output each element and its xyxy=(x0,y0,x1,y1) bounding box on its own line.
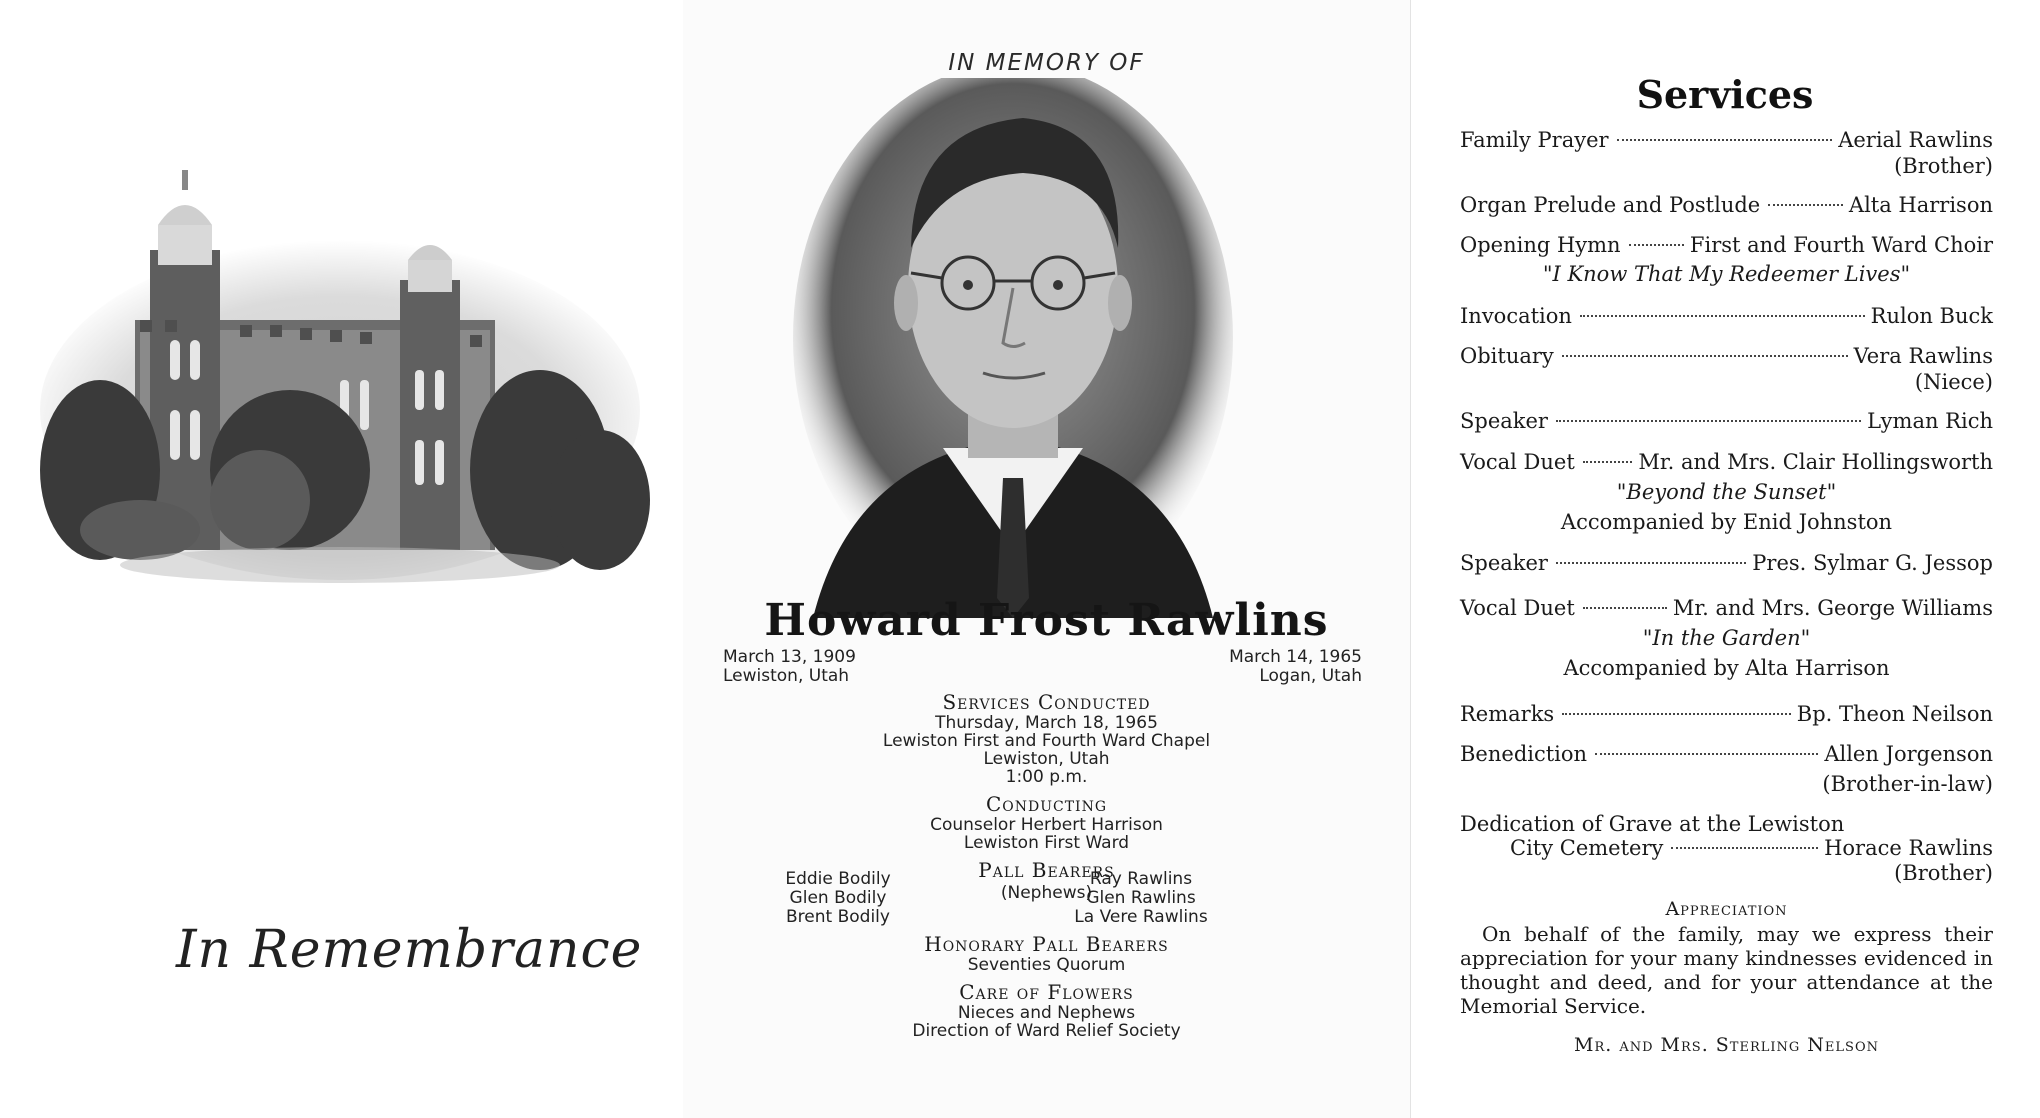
service-label: Speaker xyxy=(1460,551,1548,575)
service-item xyxy=(1460,233,1993,257)
service-name: Pres. Sylmar G. Jessop xyxy=(1752,551,1993,575)
service-accompanied: Accompanied by Enid Johnston xyxy=(1560,510,1893,534)
pall-bearer: Eddie Bodily xyxy=(785,869,891,889)
service-label: Organ Prelude and Postlude xyxy=(1460,193,1761,217)
pall-bearer: Glen Bodily xyxy=(789,888,887,908)
death-info xyxy=(1229,648,1362,686)
service-name: Mr. and Mrs. Clair Hollingsworth xyxy=(1638,450,1993,474)
service-label: Benediction xyxy=(1460,742,1588,766)
in-memory-of-heading: IN MEMORY OF xyxy=(948,50,1145,76)
birth-date: March 13, 1909 xyxy=(723,647,856,667)
service-label: Remarks xyxy=(1460,702,1555,726)
in-remembrance-script: In Remembrance xyxy=(176,920,643,980)
service-label: Speaker xyxy=(1460,409,1548,433)
pall-bearers-heading: Pall Bearers xyxy=(978,858,1115,882)
appreciation-body: On behalf of the family, may we express their appreciation for your many kindnesses evidenced in thought and deed, and for your attendance at the Memorial Service. xyxy=(1460,922,1993,1018)
service-name: Rulon Buck xyxy=(1870,304,1993,328)
service-accompanied: Accompanied by Alta Harrison xyxy=(1563,656,1890,680)
service-item xyxy=(1460,450,1993,474)
pall-bearers-right xyxy=(1061,870,1221,927)
services-conducted-line: Lewiston First and Fourth Ward Chapel xyxy=(882,731,1211,751)
death-date: March 14, 1965 xyxy=(1229,647,1362,667)
services-conducted-line: Lewiston, Utah xyxy=(983,749,1110,769)
service-name: Horace Rawlins xyxy=(1824,836,1993,860)
flowers-line: Nieces and Nephews xyxy=(957,1003,1136,1023)
memorial-panel xyxy=(683,0,1410,1118)
service-item xyxy=(1510,836,1993,860)
service-label: City Cemetery xyxy=(1510,836,1664,860)
service-song: "In the Garden" xyxy=(1642,626,1811,650)
service-label: Vocal Duet xyxy=(1460,596,1575,620)
service-note: (Brother-in-law) xyxy=(1822,772,1993,796)
service-name: Bp. Theon Neilson xyxy=(1796,702,1993,726)
conducting-line: Counselor Herbert Harrison xyxy=(930,815,1163,835)
pall-bearers-note: (Nephews) xyxy=(1000,883,1093,903)
pall-bearers-left xyxy=(768,870,908,927)
pall-bearer: Ray Rawlins xyxy=(1089,869,1193,889)
service-item xyxy=(1460,551,1993,575)
service-label: Family Prayer xyxy=(1460,128,1609,152)
services-conducted-line: 1:00 p.m. xyxy=(1005,767,1088,787)
service-song: "Beyond the Sunset" xyxy=(1616,480,1837,504)
pall-bearer: Brent Bodily xyxy=(786,907,890,927)
service-item xyxy=(1460,128,1993,152)
service-item xyxy=(1460,344,1993,368)
death-place: Logan, Utah xyxy=(1259,666,1362,686)
service-label: Opening Hymn xyxy=(1460,233,1621,257)
service-label: Obituary xyxy=(1460,344,1554,368)
service-name: Allen Jorgenson xyxy=(1824,742,1993,766)
portrait-photo xyxy=(793,78,1233,618)
service-item xyxy=(1460,304,1993,328)
services-title: Services xyxy=(1636,72,1814,117)
birth-place: Lewiston, Utah xyxy=(723,666,850,686)
honorary-pall-bearers-heading: Honorary Pall Bearers xyxy=(924,932,1169,956)
care-of-flowers-heading: Care of Flowers xyxy=(959,980,1134,1004)
service-item xyxy=(1460,409,1993,433)
conducting-line: Lewiston First Ward xyxy=(963,833,1130,853)
cover-panel xyxy=(0,0,683,1118)
services-conducted-heading: Services Conducted xyxy=(942,690,1151,714)
service-name: Aerial Rawlins xyxy=(1838,128,1993,152)
service-name: Alta Harrison xyxy=(1848,193,1993,217)
service-name: First and Fourth Ward Choir xyxy=(1689,233,1993,257)
service-item xyxy=(1460,742,1993,766)
services-panel xyxy=(1410,0,2040,1118)
service-item xyxy=(1460,193,1993,217)
pall-bearer: Glen Rawlins xyxy=(1086,888,1196,908)
service-note: (Niece) xyxy=(1914,370,1993,394)
appreciation-heading: Appreciation xyxy=(1665,898,1788,920)
service-label: Vocal Duet xyxy=(1460,450,1575,474)
birth-info xyxy=(723,648,856,686)
service-label: Dedication of Grave at the Lewiston xyxy=(1460,812,1845,836)
honorary-line: Seventies Quorum xyxy=(967,955,1126,975)
appreciation-signature: Mr. and Mrs. Sterling Nelson xyxy=(1574,1034,1879,1056)
pall-bearer: La Vere Rawlins xyxy=(1074,907,1208,927)
service-item xyxy=(1460,702,1993,726)
service-song: "I Know That My Redeemer Lives" xyxy=(1542,262,1911,286)
service-item xyxy=(1460,596,1993,620)
service-name: Vera Rawlins xyxy=(1853,344,1993,368)
service-note: (Brother) xyxy=(1894,154,1993,178)
deceased-name: Howard Frost Rawlins xyxy=(764,595,1329,646)
service-name: Mr. and Mrs. George Williams xyxy=(1672,596,1993,620)
service-note: (Brother) xyxy=(1894,861,1993,885)
services-conducted-line: Thursday, March 18, 1965 xyxy=(935,713,1158,733)
conducting-heading: Conducting xyxy=(985,792,1108,816)
temple-illustration xyxy=(40,170,680,600)
flowers-line: Direction of Ward Relief Society xyxy=(912,1021,1181,1041)
service-label: Invocation xyxy=(1460,304,1572,328)
service-name: Lyman Rich xyxy=(1867,409,1993,433)
